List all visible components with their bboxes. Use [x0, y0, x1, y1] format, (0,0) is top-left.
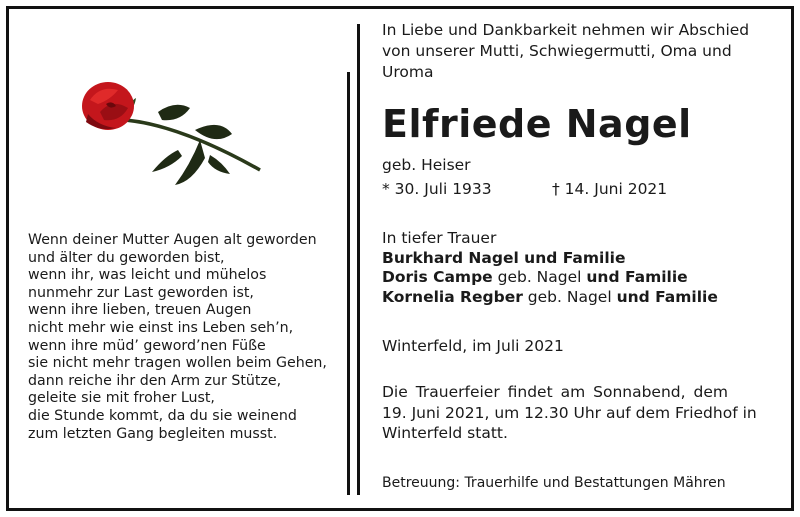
poem-line: Wenn deiner Mutter Augen alt geworden [28, 232, 317, 248]
funeral-line: Die Trauerfeier findet am Sonnabend, dem [382, 383, 728, 401]
place-date: Winterfeld, im Juli 2021 [382, 337, 564, 355]
birth-date: * 30. Juli 1933 [382, 180, 492, 198]
mourner-line [382, 268, 718, 288]
intro-text [382, 20, 777, 83]
undertaker-note: Betreuung: Trauerhilfe und Bestattungen Mähren [382, 475, 726, 491]
mourner-name: Kornelia Regber [382, 287, 523, 306]
funeral-info [382, 382, 757, 444]
mourner-family: und Familie [586, 268, 688, 286]
funeral-line: 19. Juni 2021, um 12.30 Uhr auf dem Friedhof in [382, 403, 757, 422]
intro-line: Uroma [382, 63, 434, 81]
poem-line: nunmehr zur Last geworden ist, [28, 284, 254, 301]
death-date: † 14. Juni 2021 [552, 180, 668, 198]
mourner-line: Burkhard Nagel und Familie [382, 248, 626, 267]
divider-line-left [347, 72, 350, 495]
mourners-intro: In tiefer Trauer [382, 229, 497, 247]
birth-name: geb. Heiser [382, 156, 471, 174]
poem-line: die Stunde kommt, da du sie weinend [28, 407, 297, 424]
poem-text [28, 232, 327, 443]
divider-line-right [357, 24, 360, 495]
mourner-family: und Familie [616, 287, 718, 306]
intro-line: von unserer Mutti, Schwiegermutti, Oma und [382, 42, 732, 60]
deceased-name: Elfriede Nagel [382, 102, 692, 146]
mourners-block [382, 229, 718, 307]
poem-line: und älter du geworden bist, [28, 249, 225, 266]
poem-line: wenn ihr, was leicht und mühelos [28, 267, 267, 284]
mourner-maiden: geb. Nagel [522, 287, 617, 306]
poem-line: zum letzten Gang begleiten musst. [28, 425, 278, 442]
poem-line: geleite sie mit froher Lust, [28, 390, 215, 407]
mourner-name: Doris Campe [382, 268, 493, 286]
poem-line: wenn ihre müd’ geword’nen Füße [28, 337, 266, 354]
mourner-line [382, 288, 718, 308]
rose-icon [70, 70, 270, 200]
mourner-maiden: geb. Nagel [492, 268, 587, 286]
poem-line: nicht mehr wie einst ins Leben seh’n, [28, 319, 294, 336]
poem-line: dann reiche ihr den Arm zur Stütze, [28, 372, 282, 389]
intro-line: In Liebe und Dankbarkeit nehmen wir Abschied [382, 21, 750, 39]
poem-line: wenn ihre lieben, treuen Augen [28, 302, 252, 319]
funeral-line: Winterfeld statt. [382, 424, 508, 442]
poem-line: sie nicht mehr tragen wollen beim Gehen, [28, 355, 327, 372]
